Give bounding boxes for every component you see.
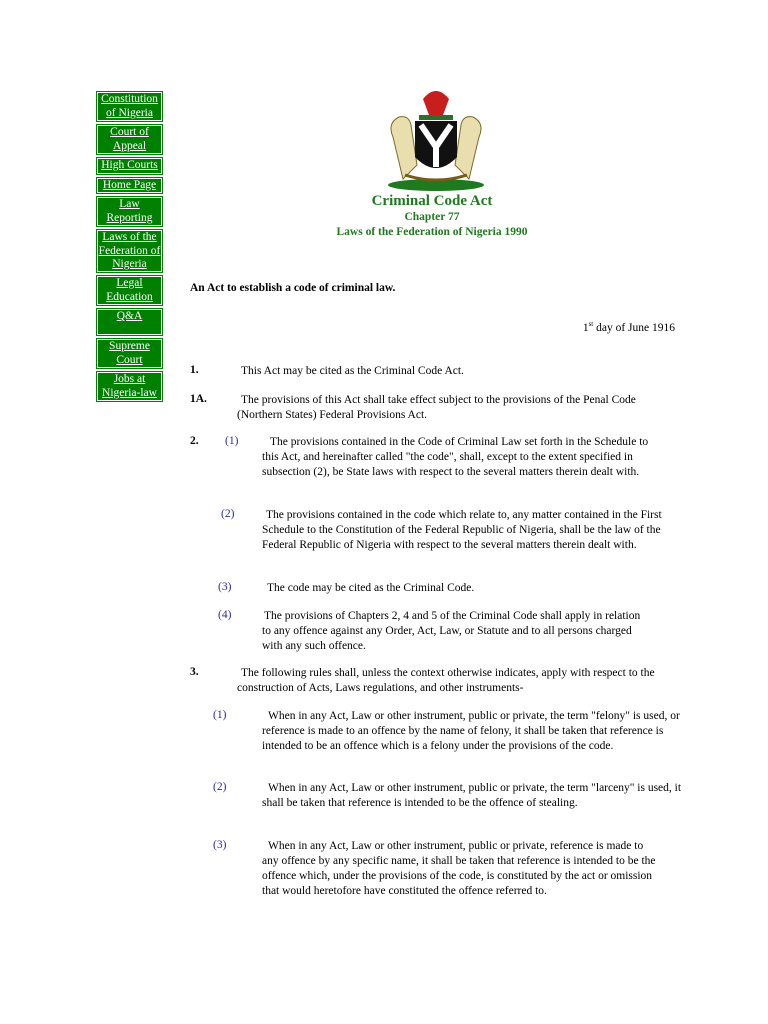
subsection-text: The provisions contained in the Code of Criminal Law set forth in the Schedule to this Act, and hereinafter called "the code", shall, except to the extent specified in subsection (2), be State laws with respect to the several matters therein dealt with. [262,436,649,478]
subsection-text: When in any Act, Law or other instrument, public or private, the term "felony" is used, or reference is made to an offence by the name of felony, it shall be taken that reference is intended to be an offence which is a felony under the provisions of the code. [262,710,680,752]
subsection-number: (2) [213,781,227,793]
coat-of-arms-icon [375,87,497,192]
section-text: The following rules shall, unless the context otherwise indicates, apply with respect to the construction of Acts, Laws regulations, and other instruments- [237,667,655,694]
section-text: This Act may be cited as the Criminal Code Act. [241,365,464,377]
nav-constitution[interactable]: Constitution of Nigeria [97,92,162,121]
section-text: The provisions of this Act shall take effect subject to the provisions of the Penal Code (Northern States) Federal Provisions Act. [237,394,636,421]
subsection-number: (4) [218,609,232,621]
subsection-number: (1) [225,435,239,447]
laws-label: Laws of the Federation of Nigeria 1990 [336,226,528,238]
subsection-text: The provisions contained in the code which relate to, any matter contained in the First Schedule to the Constitution of the Federal Republic of Nigeria, shall be the law of the Federal Republic of Nigeria with respect to the several matters therein dealt with. [262,509,662,551]
subsection-text: When in any Act, Law or other instrument, public or private, reference is made to any offence by any specific name, it shall be taken that reference is intended to be the offence which, under the provisions of the code, is constituted by the act or omission that would heretofore have constituted the offence referred to. [262,840,656,897]
nav-legal-education[interactable]: Legal Education [97,276,162,305]
subsection-number: (3) [218,581,232,593]
section-number: 3. [190,666,199,678]
subsection-text: The code may be cited as the Criminal Code. [267,582,475,594]
subsection-number: (2) [221,508,235,520]
nav-laws-of-federation[interactable]: Laws of the Federation of Nigeria [98,231,161,270]
enactment-date: 1st day of June 1916 [582,320,675,334]
section-number: 1A. [190,393,207,405]
subsection-text: The provisions of Chapters 2, 4 and 5 of the Criminal Code shall apply in relation to any offence against any Order, Act, Law, or Statute and to all persons charged with any such offence. [262,610,641,652]
subsection-number: (1) [213,709,227,721]
nav-high-courts[interactable]: High Courts [97,158,162,174]
nav-jobs[interactable]: Jobs at Nigeria-law [97,372,162,401]
section-number: 2. [190,435,199,447]
chapter-label: Chapter 77 [404,211,460,223]
nav-qa[interactable]: Q&A [97,309,162,335]
sidebar-nav [97,92,162,405]
section-number: 1. [190,364,199,376]
subsection-number: (3) [213,839,227,851]
intro-text: An Act to establish a code of criminal law. [190,282,396,294]
subsection-text: When in any Act, Law or other instrument, public or private, the term "larceny" is used, it shall be taken that reference is intended to be the offence of stealing. [262,782,682,809]
nav-home-page[interactable]: Home Page [97,178,162,194]
page-title: Criminal Code Act [371,193,493,209]
nav-supreme-court[interactable]: Supreme Court [97,339,162,368]
nav-court-of-appeal[interactable]: Court of Appeal [97,125,162,154]
nav-law-reporting[interactable]: Law Reporting [97,197,162,226]
